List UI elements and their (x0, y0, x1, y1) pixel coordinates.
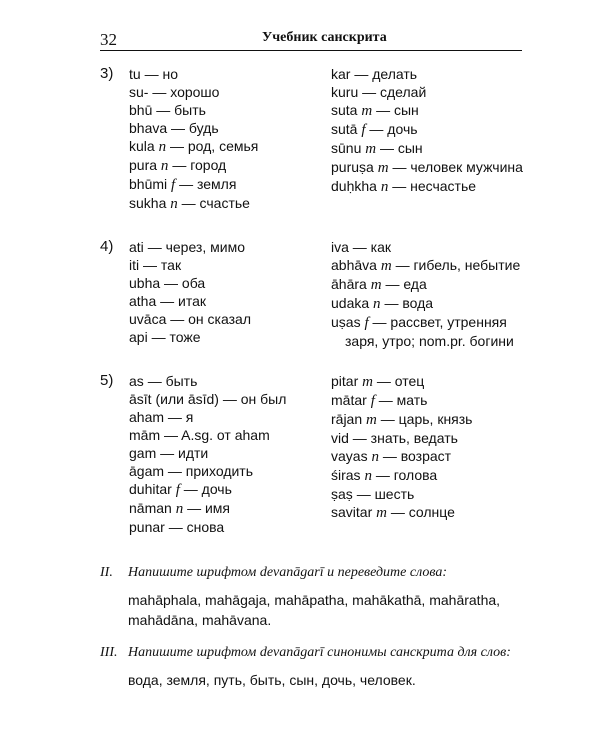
entry-word: savitar (331, 504, 373, 520)
entry-word: api (129, 329, 148, 345)
entry-word: mām (129, 427, 161, 443)
entry-gender: n (380, 179, 389, 195)
entry-meaning: — сын (376, 102, 419, 118)
entry-meaning: — земля (179, 176, 237, 192)
entry-word: vayas (331, 448, 368, 464)
entry-meaning: — вода (384, 295, 434, 311)
entry-gender: m (380, 258, 392, 274)
entry-word: rājan (331, 411, 363, 427)
entry-meaning: — солнце (390, 504, 455, 520)
entry-gender: m (362, 374, 373, 390)
entry-gender: f (361, 122, 366, 138)
entry-word: sutā (331, 121, 358, 137)
vocab-entry (331, 391, 472, 410)
vocab-entry (129, 101, 258, 119)
entry-word: nāman (129, 500, 172, 516)
entry-gender: f (364, 315, 369, 331)
vocab-entry (129, 292, 251, 310)
entry-word: iti (129, 257, 140, 273)
exercise-line: mahāphala, mahāgaja, mahāpatha, mahākathā, mahāratha, (128, 592, 501, 608)
entry-word: suta (331, 102, 358, 118)
vocab-entry (129, 256, 251, 274)
entry-word: ṣaṣ (331, 486, 353, 502)
entry-word: sūnu (331, 140, 362, 156)
vocab-entry (129, 518, 286, 536)
vocab-entry (331, 466, 472, 485)
entry-meaning: — знать, ведать (352, 430, 458, 446)
entry-meaning: — через, мимо (147, 239, 245, 255)
vocab-entry (129, 426, 286, 444)
exercise-instruction (100, 565, 447, 581)
vocab-entry (129, 119, 258, 137)
vocab-entry (129, 462, 286, 480)
exercise-instruction (100, 645, 511, 661)
vocab-entry (331, 158, 523, 177)
section-number: 5) (100, 372, 114, 389)
vocab-entry (129, 137, 258, 156)
entry-meaning: — отец (376, 373, 425, 389)
entry-gender: f (370, 393, 375, 409)
page-number: 32 (100, 30, 117, 49)
entry-meaning: — гибель, небытие (395, 257, 521, 273)
entry-meaning: — шесть (356, 486, 415, 502)
entry-gender: n (373, 296, 381, 312)
entry-gender: n (364, 468, 372, 484)
exercise-number: III. (100, 645, 118, 660)
vocab-entry (331, 83, 523, 101)
entry-gender: n (158, 139, 167, 155)
vocab-entry (331, 256, 520, 275)
vocab-entry (129, 83, 258, 101)
right-column (331, 65, 523, 196)
vocab-entry (129, 444, 286, 462)
entry-meaning: — возраст (382, 448, 452, 464)
entry-word: uṣas (331, 314, 361, 330)
entry-meaning: — оба (164, 275, 206, 291)
entry-meaning: — человек мужчина (392, 159, 523, 175)
right-column (331, 372, 472, 522)
entry-word: kula (129, 138, 155, 154)
entry-meaning: — род, семья (169, 138, 259, 154)
vocab-entry (331, 447, 472, 466)
entry-word: duhitar (129, 481, 172, 497)
vocab-entry (331, 238, 520, 256)
entry-meaning: — быть (156, 102, 206, 118)
entry-meaning: — хорошо (152, 84, 220, 100)
entry-word: aham (129, 409, 165, 425)
entry-gender: f (171, 177, 176, 193)
entry-gender: n (160, 158, 169, 174)
vocab-entry (331, 313, 520, 332)
entry-meaning: — так (143, 257, 182, 273)
entry-meaning: — A.sg. от aham (164, 427, 270, 443)
entry-meaning: — идти (160, 445, 209, 461)
entry-meaning: — рассвет, утренняя (372, 314, 507, 330)
entry-meaning: — снова (168, 519, 225, 535)
vocab-entry (331, 65, 523, 83)
entry-word: uvāca (129, 311, 167, 327)
entry-word: kar (331, 66, 351, 82)
entry-meaning: — он сказал (170, 311, 251, 327)
entry-word: pura (129, 157, 158, 173)
exercise-line: mahādāna, mahāvana. (128, 612, 272, 628)
entry-meaning: — но (144, 66, 178, 82)
entry-meaning: — я (167, 409, 194, 425)
vocab-entry (331, 294, 520, 313)
entry-gender: n (175, 501, 184, 517)
entry-meaning: — еда (385, 276, 427, 292)
entry-word: bhū (129, 102, 153, 118)
vocab-entry (331, 120, 523, 139)
exercise-words (128, 590, 500, 630)
section-number: 3) (100, 65, 114, 82)
entry-meaning: — имя (187, 500, 231, 516)
entry-meaning: — дочь (369, 121, 418, 137)
left-column (129, 65, 258, 213)
entry-word: puruṣa (331, 159, 374, 175)
vocab-entry (129, 480, 286, 499)
entry-word: as (129, 373, 144, 389)
entry-word: udaka (331, 295, 370, 311)
vocab-entry (331, 332, 520, 350)
entry-gender: m (365, 141, 377, 157)
entry-meaning: — сын (379, 140, 423, 156)
vocab-entry (129, 408, 286, 426)
vocab-entry (129, 499, 286, 518)
entry-word: āgam (129, 463, 165, 479)
entry-meaning: — он был (222, 391, 287, 407)
vocab-entry (129, 390, 286, 408)
exercise-text: Напишите шрифтом devanāgarī и переведите слова: (128, 565, 448, 580)
entry-word: kuru (331, 84, 359, 100)
entry-word: bhava (129, 120, 168, 136)
entry-word: iva (331, 239, 349, 255)
entry-gender: n (371, 449, 379, 465)
entry-gender: m (376, 505, 387, 521)
section-number: 4) (100, 238, 114, 255)
exercise-text: Напишите шрифтом devanāgarī синонимы санскрита для слов: (128, 645, 511, 660)
entry-word: tu (129, 66, 141, 82)
entry-meaning: — будь (171, 120, 219, 136)
entry-word: bhūmi (129, 176, 168, 192)
vocab-entry (129, 238, 251, 256)
entry-gender: f (175, 482, 180, 498)
header-rule (100, 50, 522, 51)
vocab-entry (331, 177, 523, 196)
entry-meaning: — сделай (362, 84, 427, 100)
entry-word: duḥkha (331, 178, 377, 194)
entry-word: ubha (129, 275, 161, 291)
entry-gender: m (377, 160, 389, 176)
entry-meaning: — как (352, 239, 392, 255)
vocab-entry (129, 372, 286, 390)
entry-meaning: — голова (375, 467, 438, 483)
vocab-entry (331, 101, 523, 120)
entry-continuation: заря, утро; nom.pr. богини (345, 333, 514, 349)
running-title: Учебник санскрита (262, 30, 387, 45)
entry-word: āhāra (331, 276, 367, 292)
entry-meaning: — царь, князь (380, 411, 473, 427)
exercise-line: вода, земля, путь, быть, сын, дочь, человек. (128, 672, 416, 688)
vocab-entry (129, 274, 251, 292)
vocab-entry (129, 194, 258, 213)
entry-meaning: — быть (147, 373, 198, 389)
entry-meaning: — мать (378, 392, 428, 408)
entry-word: ati (129, 239, 144, 255)
entry-gender: n (170, 196, 178, 212)
entry-word: pitar (331, 373, 359, 389)
entry-meaning: — дочь (183, 481, 232, 497)
entry-word: vid (331, 430, 349, 446)
entry-meaning: — приходить (167, 463, 254, 479)
entry-meaning: — город (172, 157, 227, 173)
left-column (129, 238, 251, 346)
entry-word: abhāva (331, 257, 377, 273)
vocab-entry (129, 328, 251, 346)
entry-meaning: — итак (160, 293, 207, 309)
entry-word: mātar (331, 392, 367, 408)
vocab-entry (331, 503, 472, 522)
entry-word: āsīt (или āsīd) (129, 391, 219, 407)
vocab-entry (331, 372, 472, 391)
entry-meaning: — счастье (181, 195, 250, 211)
vocab-entry (331, 485, 472, 503)
exercise-number: II. (100, 565, 113, 580)
entry-gender: m (366, 412, 377, 428)
entry-word: sukha (129, 195, 167, 211)
left-column (129, 372, 286, 536)
entry-word: punar (129, 519, 165, 535)
entry-meaning: — несчастье (392, 178, 477, 194)
vocab-entry (331, 429, 472, 447)
entry-word: gam (129, 445, 157, 461)
entry-meaning: — тоже (151, 329, 201, 345)
vocab-entry (129, 175, 258, 194)
right-column (331, 238, 520, 350)
vocab-entry (331, 410, 472, 429)
vocab-entry (129, 65, 258, 83)
exercise-words (128, 670, 416, 690)
vocab-entry (129, 310, 251, 328)
entry-gender: m (370, 277, 382, 293)
entry-gender: m (361, 103, 373, 119)
vocab-entry (331, 139, 523, 158)
vocab-entry (331, 275, 520, 294)
entry-word: su- (129, 84, 149, 100)
entry-meaning: — делать (354, 66, 418, 82)
entry-word: śiras (331, 467, 361, 483)
entry-word: atha (129, 293, 157, 309)
vocab-entry (129, 156, 258, 175)
